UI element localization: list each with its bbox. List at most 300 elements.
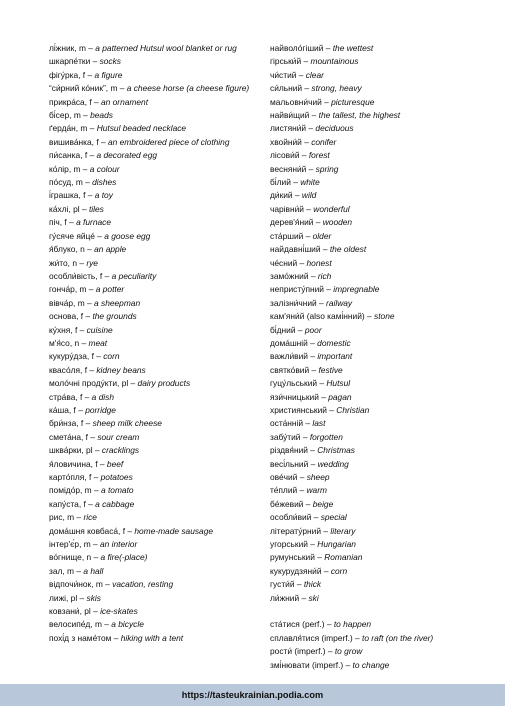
vocab-separator: – — [125, 525, 135, 536]
vocab-entry — [270, 270, 485, 283]
vocab-separator: – — [299, 150, 309, 161]
vocab-term: рости́ (imperf.) — [270, 646, 326, 657]
vocab-definition: sheep milk cheese — [92, 418, 162, 429]
vocab-definition: an embroidered piece of clothing — [107, 136, 230, 147]
vocab-definition: stone — [374, 311, 395, 322]
vocab-term: жи́то, n — [49, 257, 77, 268]
vocab-separator: – — [88, 431, 98, 442]
vocab-definition: a tomato — [100, 485, 134, 496]
vocab-term: ли́жний — [270, 592, 300, 603]
vocab-entry — [49, 257, 261, 270]
vocab-definition: a colour — [89, 163, 120, 174]
vocab-entry — [49, 270, 261, 283]
vocab-entry — [49, 404, 261, 417]
vocab-entry — [49, 377, 261, 390]
vocab-entry — [49, 337, 261, 350]
vocab-separator: – — [97, 458, 107, 469]
vocab-term: румунський — [270, 552, 315, 563]
vocab-term: бе́жевий — [270, 498, 304, 509]
vocab-entry — [49, 310, 261, 323]
vocab-separator: – — [364, 311, 375, 322]
vocab-entry — [49, 525, 261, 538]
vocab-definition: white — [300, 177, 320, 188]
vocab-term: шкарпе́тки — [49, 56, 91, 67]
vocab-definition: ski — [308, 592, 319, 603]
vocab-definition: forgotten — [309, 431, 343, 442]
vocab-entry — [49, 565, 261, 578]
vocab-term: дома́шня ковбаса́, f — [49, 525, 126, 536]
vocab-entry — [270, 96, 485, 109]
vocab-definition: porridge — [85, 404, 116, 415]
vocab-term: стра́ва, f — [49, 391, 83, 402]
vocab-definition: clear — [305, 69, 324, 80]
vocab-term: я́ловичина, f — [49, 458, 98, 469]
vocab-definition: Hutsul beaded necklace — [96, 123, 187, 134]
vocab-entry — [49, 324, 261, 337]
vocab-definition: a hall — [83, 565, 104, 576]
vocab-definition: a bicycle — [111, 619, 144, 630]
vocab-entry — [49, 391, 261, 404]
vocab-term: “си́рний ко́ник”, m — [49, 83, 118, 94]
vocab-separator: – — [303, 203, 314, 214]
vocab-term: зал, m — [49, 565, 75, 576]
vocab-entry — [49, 350, 261, 363]
vocab-definition: the wettest — [332, 43, 374, 53]
vocab-separator: – — [80, 163, 90, 174]
vocab-entry — [49, 136, 261, 149]
vocab-definition: beads — [90, 110, 113, 121]
vocab-separator: – — [77, 592, 87, 603]
vocab-term: гірськи́й — [270, 56, 302, 67]
vocab-definition: vacation, resting — [112, 579, 174, 590]
vocab-term: найви́щий — [270, 110, 310, 121]
vocab-definition: to happen — [333, 619, 372, 630]
vocab-term: си́льний — [270, 83, 303, 94]
vocab-separator: – — [98, 136, 108, 147]
vocab-separator: – — [83, 311, 93, 322]
vocab-entry — [270, 618, 485, 631]
vocab-definition: last — [312, 418, 326, 429]
vocab-definition: railway — [326, 297, 353, 308]
vocab-separator: – — [102, 270, 112, 281]
vocab-separator: – — [85, 69, 95, 80]
vocab-separator: – — [82, 177, 93, 188]
vocab-separator: – — [307, 337, 318, 348]
vocab-definition: a fire(-place) — [100, 552, 148, 563]
vocab-separator: – — [318, 391, 329, 402]
vocab-entry — [49, 364, 261, 377]
entry-spacer — [270, 605, 485, 618]
vocab-entry — [270, 42, 485, 55]
vocab-separator: – — [102, 579, 113, 590]
vocab-entry — [49, 592, 261, 605]
vocab-separator: – — [82, 391, 92, 402]
vocab-separator: – — [297, 485, 307, 496]
vocab-entry — [270, 136, 485, 149]
vocab-definition: Christian — [336, 404, 370, 415]
vocab-entry — [270, 324, 485, 337]
vocab-entry — [270, 216, 485, 229]
vocab-term: відпочи́нок, m — [49, 579, 103, 590]
vocab-definition: a furnace — [76, 217, 111, 228]
vocab-entry — [270, 659, 485, 672]
vocab-entry — [49, 458, 261, 471]
vocab-entry — [270, 645, 485, 658]
vocab-separator: – — [320, 244, 330, 255]
footer-band — [0, 684, 505, 706]
vocab-term: кам'яни́й (also камі́нний) — [270, 311, 365, 322]
vocab-entry — [49, 69, 261, 82]
vocab-separator: – — [324, 619, 334, 630]
vocab-term: піч, f — [49, 217, 67, 228]
vocab-term: прикра́са, f — [49, 96, 92, 107]
vocab-definition: an apple — [94, 244, 127, 255]
vocab-term: інтер'є́р, m — [49, 539, 91, 550]
vocab-term: християнський — [270, 404, 327, 415]
vocab-definition: wooden — [322, 217, 353, 228]
vocab-term: ста́тися (perf.) — [270, 619, 325, 630]
vocab-separator: – — [79, 337, 89, 348]
vocab-entry — [49, 471, 261, 484]
vocab-separator: – — [352, 632, 362, 643]
vocab-definition: older — [312, 230, 332, 241]
vocab-entry — [270, 551, 485, 564]
vocab-entry — [49, 605, 261, 618]
vocab-entry — [49, 203, 261, 216]
vocab-separator: – — [308, 458, 318, 469]
vocab-entry — [270, 257, 485, 270]
vocab-separator: – — [323, 284, 334, 295]
vocab-term: лі́жник, m — [49, 43, 86, 53]
vocab-definition: Hutsul — [326, 378, 351, 389]
vocab-definition: mountainous — [310, 56, 359, 67]
vocab-term: листяни́й — [270, 123, 307, 134]
vocab-separator: – — [87, 364, 97, 375]
vocab-term: змі́нювати (imperf.) — [270, 659, 344, 670]
vocab-term: святко́вий — [270, 364, 310, 375]
vocab-term: густи́й — [270, 579, 295, 590]
vocab-term: кукурудзяни́й — [270, 565, 322, 576]
vocab-term: угорський — [270, 539, 308, 550]
vocab-definition: corn — [103, 351, 120, 362]
vocab-definition: impregnable — [333, 284, 380, 295]
vocab-separator: – — [343, 659, 353, 670]
vocab-term: залізни́чний — [270, 297, 317, 308]
vocab-term: похі́д з наме́том — [49, 632, 112, 643]
vocab-definition: beige — [312, 498, 334, 509]
vocab-separator: – — [309, 364, 319, 375]
vocab-term: язи́чницький — [270, 391, 319, 402]
vocab-separator: – — [303, 230, 313, 241]
vocab-separator: – — [85, 498, 96, 509]
vocab-definition: kidney beans — [96, 364, 146, 375]
vocab-separator: – — [317, 378, 327, 389]
vocab-separator: – — [306, 163, 316, 174]
vocab-definition: forest — [308, 150, 330, 161]
vocab-term: помідо́р, m — [49, 485, 92, 496]
vocab-definition: picturesque — [331, 96, 375, 107]
vocab-definition: a toy — [94, 190, 113, 201]
vocab-term: сплавля́тися (imperf.) — [270, 632, 353, 643]
vocab-term: велосипе́д, m — [49, 619, 102, 630]
vocabulary-column-left — [49, 42, 261, 645]
vocab-term: кукуру́дза, f — [49, 351, 94, 362]
vocab-term: весняни́й — [270, 163, 307, 174]
vocab-definition: poor — [304, 324, 322, 335]
vocab-entry — [49, 551, 261, 564]
vocab-separator: – — [321, 96, 332, 107]
vocab-term: ковзани́, pl — [49, 606, 91, 617]
vocab-term: че́сний — [270, 257, 298, 268]
vocab-term: бі́лий — [270, 177, 291, 188]
footer-url-link[interactable]: https://tasteukrainian.podia.com — [181, 690, 324, 700]
vocab-term: найдавні́ший — [270, 244, 321, 255]
vocab-definition: the oldest — [329, 244, 367, 255]
vocab-definition: hiking with a tent — [120, 632, 184, 643]
vocab-term: квасо́ля, f — [49, 364, 88, 375]
vocab-entry — [270, 203, 485, 216]
vocab-entry — [49, 431, 261, 444]
vocab-definition: a peculiarity — [111, 270, 157, 281]
vocab-term: пи́санка, f — [49, 150, 88, 161]
vocab-entry — [270, 484, 485, 497]
vocab-definition: a goose egg — [104, 230, 151, 241]
vocab-term: я́блуко, n — [49, 244, 85, 255]
vocab-definition: important — [317, 351, 353, 362]
vocab-definition: wedding — [317, 458, 349, 469]
vocab-separator: – — [85, 43, 96, 53]
vocab-separator: – — [308, 270, 318, 281]
vocab-definition: an ornament — [101, 96, 149, 107]
vocab-separator: – — [84, 297, 95, 308]
vocab-separator: – — [309, 110, 319, 121]
vocab-definition: Romanian — [324, 552, 363, 563]
vocab-definition: to raft (on the river) — [362, 632, 434, 643]
vocab-entry — [270, 458, 485, 471]
vocab-separator: – — [299, 592, 309, 603]
vocab-separator: – — [307, 445, 318, 456]
vocab-term: непристу́пний — [270, 284, 324, 295]
vocab-term: чи́стий — [270, 69, 297, 80]
vocab-term: ди́кий — [270, 190, 293, 201]
vocab-term: шква́рки, pl — [49, 445, 93, 456]
vocab-entry — [270, 189, 485, 202]
vocab-entry — [270, 431, 485, 444]
vocab-separator: – — [301, 136, 312, 147]
vocab-entry — [270, 350, 485, 363]
vocab-separator: – — [308, 351, 318, 362]
vocab-entry — [270, 230, 485, 243]
vocab-entry — [49, 149, 261, 162]
vocab-term: гу́сяче яйце́ — [49, 230, 95, 241]
vocab-separator: – — [90, 56, 100, 67]
vocab-separator: – — [101, 619, 112, 630]
vocab-term: ку́хня, f — [49, 324, 78, 335]
vocab-separator: – — [307, 539, 318, 550]
vocab-separator: – — [294, 579, 304, 590]
vocab-entry — [49, 176, 261, 189]
vocab-separator: – — [306, 123, 316, 134]
vocab-term: вишива́нка, f — [49, 136, 99, 147]
vocab-separator: – — [91, 96, 101, 107]
vocab-definition: festive — [318, 364, 343, 375]
vocab-entry — [270, 310, 485, 323]
vocab-definition: dishes — [92, 177, 117, 188]
vocab-definition: ice-skates — [100, 606, 138, 617]
vocab-entry — [49, 230, 261, 243]
vocab-separator: – — [92, 445, 102, 456]
vocab-definition: to grow — [334, 646, 363, 657]
vocab-definition: rye — [86, 257, 98, 268]
vocab-entry — [270, 109, 485, 122]
vocab-definition: Christmas — [317, 445, 355, 456]
vocab-definition: skis — [86, 592, 101, 603]
vocab-definition: a patterned Hutsul wool blanket or rug — [95, 43, 237, 53]
vocab-entry — [270, 377, 485, 390]
vocab-separator: – — [303, 498, 313, 509]
vocab-term: смета́на, f — [49, 431, 88, 442]
vocab-term: гуцу́льський — [270, 378, 318, 389]
vocab-definition: honest — [306, 257, 332, 268]
vocab-separator: – — [84, 244, 95, 255]
vocab-entry — [49, 283, 261, 296]
vocab-separator: – — [91, 472, 101, 482]
vocab-entry — [270, 538, 485, 551]
vocab-definition: sour cream — [97, 431, 140, 442]
vocab-entry — [270, 632, 485, 645]
vocab-term: особли́вість, f — [49, 270, 103, 281]
vocab-definition: home-made sausage — [134, 525, 214, 536]
vocab-term: карто́пля, f — [49, 472, 92, 482]
vocab-term: забу́тий — [270, 431, 301, 442]
vocab-separator: – — [77, 257, 87, 268]
vocab-separator: – — [297, 257, 307, 268]
vocab-separator: – — [80, 110, 91, 121]
vocab-definition: wild — [301, 190, 317, 201]
vocab-separator: – — [83, 418, 93, 429]
vocab-term: ста́рший — [270, 230, 304, 241]
vocab-entry — [270, 404, 485, 417]
vocab-separator: – — [321, 565, 331, 576]
vocab-separator: – — [313, 217, 323, 228]
vocab-entry — [270, 149, 485, 162]
vocab-entry — [49, 297, 261, 310]
vocab-entry — [270, 337, 485, 350]
vocab-entry — [49, 498, 261, 511]
vocab-separator: – — [311, 512, 321, 523]
vocab-definition: special — [320, 512, 347, 523]
vocab-definition: thick — [303, 579, 322, 590]
vocab-entry — [49, 632, 261, 645]
vocab-separator: – — [91, 552, 101, 563]
vocab-separator: – — [297, 472, 307, 482]
vocab-entry — [270, 82, 485, 95]
vocab-entry — [270, 525, 485, 538]
vocab-term: капу́ста, f — [49, 498, 86, 509]
vocab-definition: a potter — [95, 284, 125, 295]
vocab-separator: – — [91, 485, 101, 496]
vocab-entry — [49, 484, 261, 497]
vocab-entry — [270, 55, 485, 68]
vocab-separator: – — [111, 632, 121, 643]
vocab-term: літерату́рний — [270, 525, 322, 536]
vocab-term: по́суд, m — [49, 177, 83, 188]
vocab-term: лижі, pl — [49, 592, 78, 603]
vocab-entry — [270, 69, 485, 82]
vocab-separator: – — [302, 83, 312, 94]
vocab-term: ко́лір, m — [49, 163, 81, 174]
vocab-term: рис, m — [49, 512, 75, 523]
vocab-term: бри́нза, f — [49, 418, 84, 429]
vocab-definition: a figure — [94, 69, 123, 80]
vocab-separator: – — [316, 297, 327, 308]
vocab-definition: a sheepman — [94, 297, 141, 308]
vocab-separator: – — [87, 150, 97, 161]
vocab-separator: – — [94, 230, 105, 241]
vocab-entry — [49, 538, 261, 551]
vocab-definition: beef — [106, 458, 124, 469]
vocab-separator: – — [74, 565, 84, 576]
vocab-definition: wonderful — [313, 203, 350, 214]
vocab-definition: deciduous — [315, 123, 354, 134]
vocab-separator: – — [90, 606, 101, 617]
vocab-entry — [49, 511, 261, 524]
vocab-definition: a dish — [91, 391, 115, 402]
vocab-term: і́грашка, f — [49, 190, 86, 201]
vocab-term: важли́вий — [270, 351, 308, 362]
vocab-term: оста́нній — [270, 418, 304, 429]
vocab-term: моло́чні проду́кти, pl — [49, 378, 129, 389]
vocab-separator: – — [74, 512, 84, 523]
vocab-definition: conifer — [311, 136, 337, 147]
vocab-term: ґерда́н, m — [49, 123, 88, 134]
vocab-entry — [49, 578, 261, 591]
vocab-term: вівча́р, m — [49, 297, 85, 308]
vocabulary-column-right — [270, 42, 485, 672]
vocab-definition: cracklings — [101, 445, 140, 456]
vocab-definition: literary — [330, 525, 356, 536]
vocab-separator: – — [321, 525, 331, 536]
vocab-entry — [270, 163, 485, 176]
vocab-separator: – — [300, 431, 310, 442]
vocab-definition: the tallest, the highest — [318, 110, 401, 121]
vocab-term: м'я́со, n — [49, 337, 80, 348]
vocab-separator: – — [296, 69, 306, 80]
vocab-separator: – — [87, 123, 97, 134]
vocab-term: ове́чий — [270, 472, 298, 482]
vocab-entry — [49, 618, 261, 631]
vocab-definition: to change — [352, 659, 390, 670]
vocab-separator: – — [117, 83, 127, 94]
vocab-separator: – — [66, 217, 77, 228]
vocab-entry — [49, 216, 261, 229]
vocab-entry — [49, 42, 261, 55]
vocab-entry — [270, 511, 485, 524]
vocab-term: чарівни́й — [270, 203, 304, 214]
vocab-definition: rich — [317, 270, 332, 281]
vocab-separator: – — [292, 190, 302, 201]
vocab-entry — [270, 444, 485, 457]
vocab-entry — [270, 176, 485, 189]
vocab-term: весі́льний — [270, 458, 309, 469]
vocab-definition: rice — [83, 512, 97, 523]
vocab-term: мальовни́чий — [270, 96, 322, 107]
vocab-term: гонча́р, m — [49, 284, 87, 295]
vocab-term: ка́хлі, pl — [49, 203, 80, 214]
vocab-separator: – — [79, 203, 89, 214]
vocab-term: замо́жний — [270, 270, 309, 281]
vocab-term: різдвя́ний — [270, 445, 308, 456]
